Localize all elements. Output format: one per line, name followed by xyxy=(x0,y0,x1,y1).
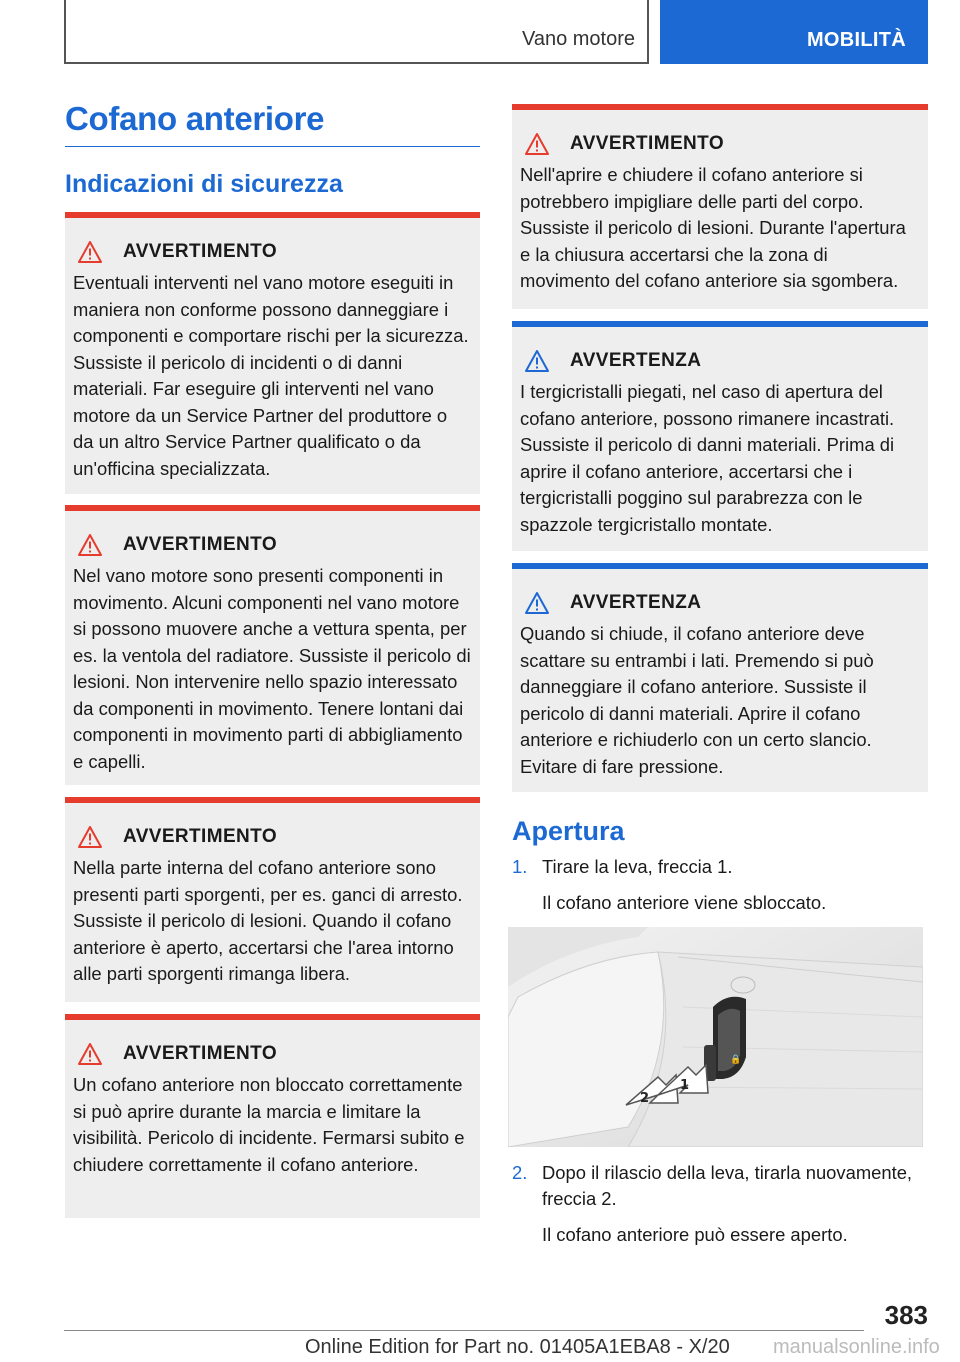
header-rule xyxy=(64,62,648,64)
notice-text: I tergicristalli piegati, nel caso di apertura del cofano anteriore, possono rimanere incastrati. Sussiste il pericolo di danni materiali. Prima di aprire il cofano anteriore, accertarsi che i tergicristalli poggino sul parabrezza con le spazzole tergicristallo montate. xyxy=(520,381,895,535)
step-result: Il cofano anteriore viene sbloccato. xyxy=(542,892,827,913)
header-section-title: Vano motore xyxy=(521,28,635,50)
warning-box xyxy=(65,797,480,1002)
warning-heading: AVVERTIMENTO xyxy=(123,534,277,555)
step-number: 2. xyxy=(512,1162,528,1183)
title-rule xyxy=(65,146,480,147)
notice-box xyxy=(512,321,928,551)
warning-triangle-icon xyxy=(77,240,103,264)
warning-triangle-icon xyxy=(77,533,103,557)
warning-triangle-icon xyxy=(524,132,550,156)
notice-heading: AVVERTENZA xyxy=(570,350,702,371)
step-number: 1. xyxy=(512,856,528,877)
step-text: Tirare la leva, freccia 1. xyxy=(542,856,733,877)
warning-box xyxy=(512,104,928,309)
notice-heading: AVVERTENZA xyxy=(570,592,702,613)
warning-heading: AVVERTIMENTO xyxy=(123,241,277,262)
warning-text: Un cofano anteriore non bloccato correttamente si può aprire durante la marcia e limitare la visibilità. Pericolo di incidente. Fermarsi subito e chiudere correttamente il cofano anteriore. xyxy=(73,1074,465,1175)
footer-rule xyxy=(64,1330,864,1331)
hood-release-lever-illustration xyxy=(508,927,923,1147)
header-tab-label: MOBILITÀ xyxy=(806,29,906,51)
header-right-divider xyxy=(647,0,649,64)
warning-triangle-icon xyxy=(77,825,103,849)
header-tab-mobilita[interactable] xyxy=(660,0,928,64)
warning-text: Nella parte interna del cofano anteriore sono presenti parti sporgenti, per es. ganci di arresto. Sussiste il pericolo di lesioni. Quando il cofano anteriore è aperto, accertarsi che l'area intorno alle parti sporgenti rimanga libera. xyxy=(73,857,463,984)
warning-box xyxy=(65,1014,480,1218)
notice-triangle-icon xyxy=(524,349,550,373)
warning-heading: AVVERTIMENTO xyxy=(123,1043,277,1064)
step-result: Il cofano anteriore può essere aperto. xyxy=(542,1224,848,1245)
warning-box xyxy=(65,212,480,494)
page-number: 383 xyxy=(884,1300,928,1330)
warning-text: Nell'aprire e chiudere il cofano anteriore si potrebbero impigliare delle parti del corpo. Sussiste il pericolo di lesioni. Durante l'apertura e la chiusura accertarsi che la zona di movimento del cofano anteriore sia sgombera. xyxy=(520,164,906,291)
apertura-heading: Apertura xyxy=(512,816,625,846)
footer-edition: Online Edition for Part no. 01405A1EBA8 - X/20 xyxy=(305,1336,730,1358)
step-text: Dopo il rilascio della leva, tirarla nuovamente, freccia 2. xyxy=(542,1162,913,1209)
page-title: Cofano anteriore xyxy=(65,100,325,137)
lever-image-icon xyxy=(508,927,923,1147)
notice-text: Quando si chiude, il cofano anteriore deve scattare su entrambi i lati. Premendo si può danneggiare il cofano anteriore. Sussiste il pericolo di danni materiali. Aprire il cofano anteriore e richiuderlo con un certo slancio. Evitare di fare pressione. xyxy=(520,623,874,777)
notice-triangle-icon xyxy=(524,591,550,615)
arrow-label-2: 2 xyxy=(640,1091,650,1106)
section-subtitle: Indicazioni di sicurezza xyxy=(65,170,343,198)
step-item xyxy=(512,854,928,916)
svg-text:🔒: 🔒 xyxy=(730,1055,742,1065)
warning-text: Eventuali interventi nel vano motore eseguiti in maniera non conforme possono danneggiare i componenti e comportare rischi per la sicurezza. Sussiste il pericolo di incidenti o di danni materiali. Far eseguire gli interventi nel vano motore da un Service Partner del produttore o da un altro Service Partner qualificato o da un'officina specializzata. xyxy=(73,272,469,479)
warning-heading: AVVERTIMENTO xyxy=(123,826,277,847)
header-left-divider xyxy=(64,0,66,64)
notice-box xyxy=(512,563,928,792)
warning-text: Nel vano motore sono presenti componenti in movimento. Alcuni componenti nel vano motore si possono muovere anche a vettura spenta, per es. la ventola del radiatore. Sussiste il pericolo di lesioni. Non intervenire nello spazio interessato da componenti in movimento. Tenere lontani dai componenti in movimento parti di abbigliamento e capelli. xyxy=(73,565,471,772)
warning-heading: AVVERTIMENTO xyxy=(570,133,724,154)
warning-triangle-icon xyxy=(77,1042,103,1066)
footer-watermark: manualsonline.info xyxy=(773,1336,940,1358)
warning-box xyxy=(65,505,480,785)
step-item xyxy=(512,1160,928,1248)
arrow-label-1: 1 xyxy=(680,1078,690,1093)
